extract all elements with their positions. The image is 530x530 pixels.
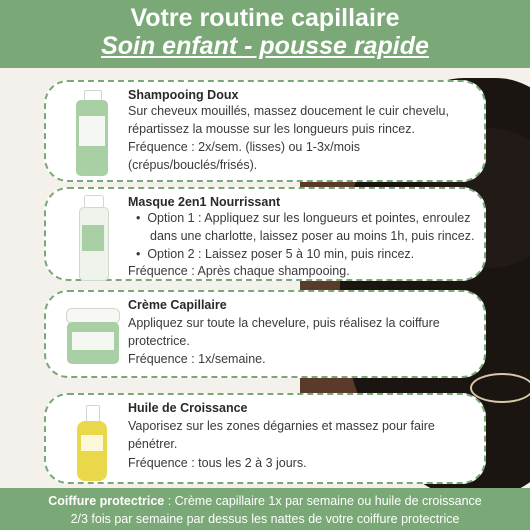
product-name: Crème Capillaire [128,298,227,312]
product-text: répartissez la mousse sur les longueurs puis rincez. [128,122,415,136]
product-text: protectrice. [128,334,190,348]
product-name: Shampooing Doux [128,88,239,102]
bullet-option-1: • Option 1 : Appliquez sur les longueurs et pointes, enroulez [136,211,471,225]
product-card-shampooing [44,80,486,182]
product-card-masque [44,187,486,281]
bullet-option-2: • Option 2 : Laissez poser 5 à 10 min, puis rincez. [136,247,415,261]
header-banner [0,0,530,68]
page-subtitle: Soin enfant - pousse rapide [101,32,429,60]
product-text: Appliquez sur toute la chevelure, puis réalisez la coiffure [128,316,440,330]
product-card-creme [44,290,486,378]
product-text: Vaporisez sur les zones dégarnies et massez pour faire [128,419,435,433]
product-name: Huile de Croissance [128,401,248,415]
page-title: Votre routine capillaire [130,4,400,32]
footer-line-2: 2/3 fois par semaine par dessus les nattes de votre coiffure protectrice [70,512,460,526]
footer-label: Coiffure protectrice [48,494,165,508]
product-frequency: Fréquence : 2x/sem. (lisses) ou 1-3x/mois [128,140,361,154]
photo-earring [470,373,530,403]
product-text: pénétrer. [128,437,178,451]
bullet-option-1-cont: dans une charlotte, laissez poser au moins 1h, puis rincez. [150,229,475,243]
footer-line-1 [0,494,530,508]
product-frequency: Fréquence : 1x/semaine. [128,352,266,366]
footer-banner [0,488,530,530]
product-frequency: Fréquence : tous les 2 à 3 jours. [128,456,307,470]
product-text: Sur cheveux mouillés, massez doucement le cuir chevelu, [128,104,449,118]
product-frequency: Fréquence : Après chaque shampooing. [128,264,350,278]
oil-spray-bottle-icon [74,405,110,481]
product-card-huile [44,393,486,484]
mask-bottle-icon [76,195,110,279]
footer-text: : Crème capillaire 1x par semaine ou huile de croissance [164,494,482,508]
product-text: (crépus/bouclés/frisés). [128,158,258,172]
product-name: Masque 2en1 Nourrissant [128,195,281,209]
shampoo-bottle-icon [72,90,112,176]
cream-jar-icon [66,308,120,364]
